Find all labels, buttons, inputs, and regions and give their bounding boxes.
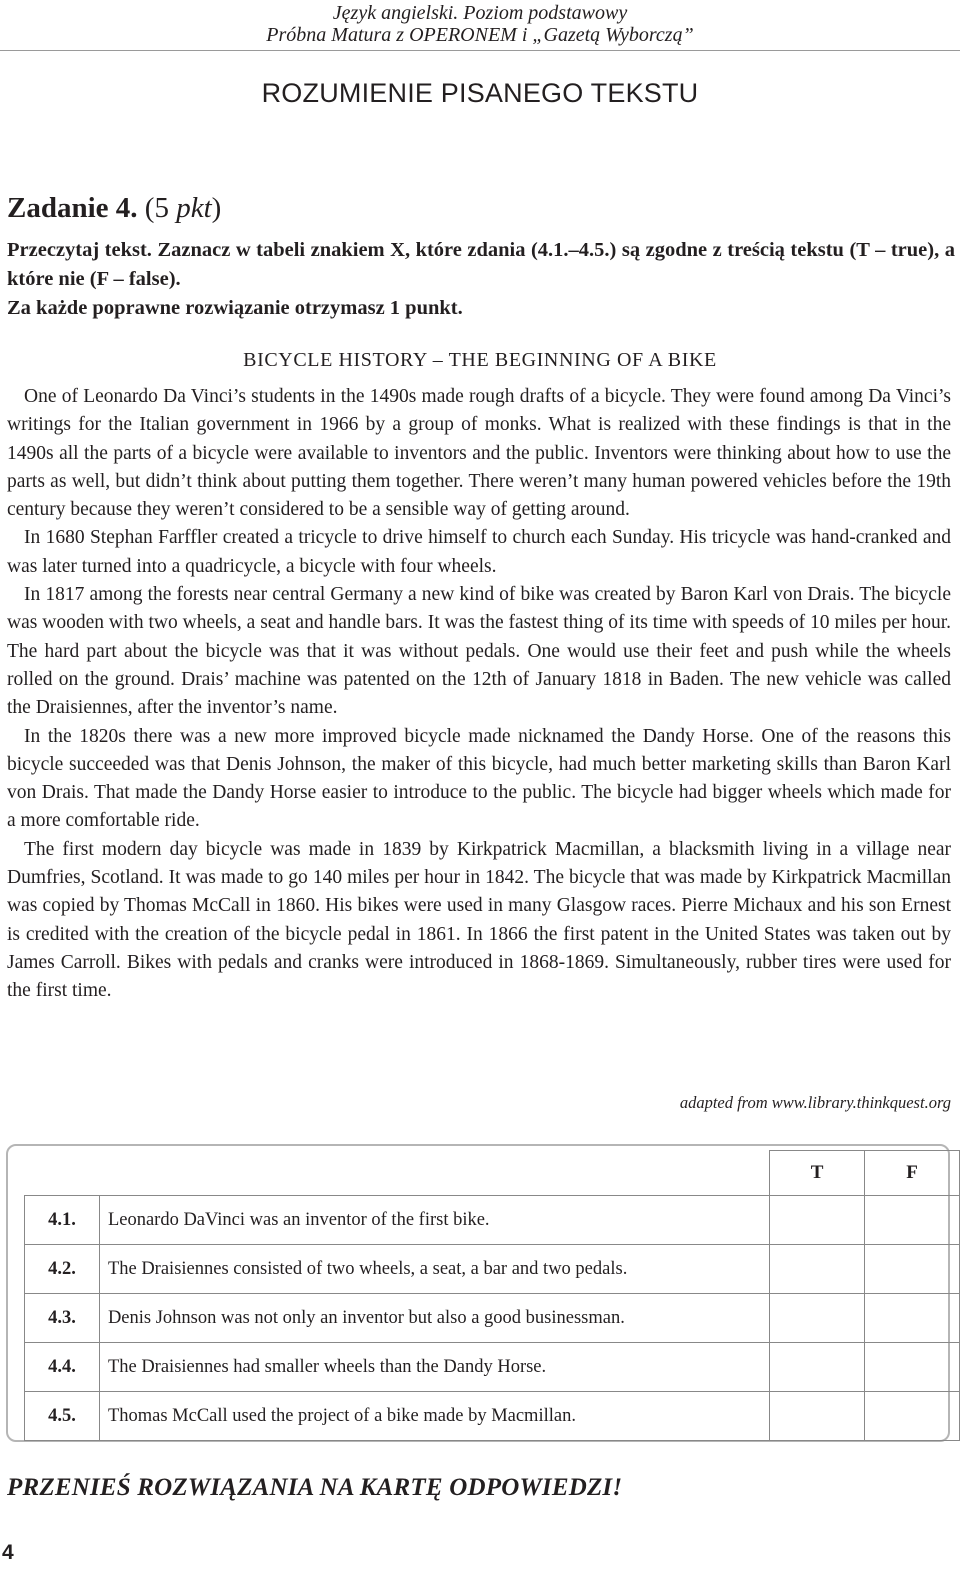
answer-false-box[interactable]	[865, 1196, 960, 1245]
article-title: BICYCLE HISTORY – THE BEGINNING OF A BIKE	[243, 349, 717, 371]
article-paragraph: The first modern day bicycle was made in 1839 by Kirkpatrick Macmillan, a blacksmith living in a village near Dumfries, Scotland. It was made to go 140 miles per hour in 1842. The bicycle that was made by Kirkpatrick Macmillan was copied by Thomas McCall in 1860. His bikes were used in many Glasgow races. Pierre Michaux and his son Ernest is credited with the creation of the bicycle pedal in 1861. In 1866 the first patent in the United States was taken out by James Carroll. Bikes with pedals and cranks were introduced in 1868-1869. Simultaneously, rubber tires were used for the first time.	[7, 838, 951, 1002]
table-row	[25, 1196, 960, 1245]
statement-text: The Draisiennes had smaller wheels than the Dandy Horse.	[99, 1343, 769, 1392]
answer-true-box[interactable]	[770, 1294, 865, 1343]
statement-number: 4.1.	[25, 1196, 100, 1245]
instruction-line: Przeczytaj tekst. Zaznacz w tabeli znakiem X, które zdania (4.1.–4.5.) są zgodne z treścią tekstu (T – true), a które nie (F – false).	[7, 239, 955, 290]
column-false-header: F	[865, 1151, 960, 1196]
table-row	[25, 1294, 960, 1343]
article-paragraph: One of Leonardo Da Vinci’s students in the 1490s made rough drafts of a bicycle. They were found among Da Vinci’s writings for the Italian government in 1966 by a group of monks. What is realized with these findings is that in the 1490s all the parts of a bicycle were available to inventors and the public. Inventors were thinking about how to use the parts as well, but didn’t think about putting them together. There weren’t many human powered vehicles before the 19th century because they weren’t considered to be a sensible way of getting around.	[7, 386, 951, 521]
statement-text: Leonardo DaVinci was an inventor of the first bike.	[99, 1196, 769, 1245]
article-body	[7, 383, 951, 1006]
page-number: 4	[2, 1541, 14, 1564]
table-row	[25, 1392, 960, 1441]
statement-number: 4.4.	[25, 1343, 100, 1392]
statement-number: 4.2.	[25, 1245, 100, 1294]
instruction-line: Za każde poprawne rozwiązanie otrzymasz 1 punkt.	[7, 297, 463, 319]
article-paragraph: In the 1820s there was a new more improved bicycle made nicknamed the Dandy Horse. One of the reasons this bicycle succeeded was that Denis Johnson, the maker of this bicycle, had much better marketing skills than Baron Karl von Drais. That made the Dandy Horse easier to introduce to the public. The bicycle had bigger wheels which made for a more comfortable ride.	[7, 725, 951, 832]
statement-text: Thomas McCall used the project of a bike made by Macmillan.	[99, 1392, 769, 1441]
statement-number: 4.3.	[25, 1294, 100, 1343]
header-subject: Język angielski. Poziom podstawowy	[332, 2, 628, 24]
table-header-row	[25, 1151, 960, 1196]
task-number: Zadanie 4.	[7, 192, 138, 224]
task-title	[7, 192, 221, 225]
answer-true-box[interactable]	[770, 1196, 865, 1245]
transfer-answers-note: PRZENIEŚ ROZWIĄZANIA NA KARTĘ ODPOWIEDZI!	[7, 1474, 623, 1501]
section-title: ROZUMIENIE PISANEGO TEKSTU	[261, 78, 699, 108]
task-points-close: )	[211, 192, 222, 224]
statement-text: The Draisiennes consisted of two wheels, a seat, a bar and two pedals.	[99, 1245, 769, 1294]
answer-false-box[interactable]	[865, 1343, 960, 1392]
table-header-blank	[25, 1151, 770, 1196]
task-points-open: (5	[137, 192, 177, 224]
header-exam-name: Próbna Matura z OPERONEM i „Gazetą Wyborczą”	[266, 24, 694, 46]
task-instructions	[7, 236, 955, 323]
article-paragraph: In 1817 among the forests near central Germany a new kind of bike was created by Baron Karl von Drais. The bicycle was wooden with two wheels, a seat and handle bars. It was the fastest thing of its time with speeds of 10 miles per hour. The hard part about the bicycle was that it was without pedals. One would use their feet and push while the wheels rolled on the ground. Drais’ machine was patented on the 12th of January 1818 in Baden. The new vehicle was called the Draisiennes, after the inventor’s name.	[7, 584, 951, 719]
answer-false-box[interactable]	[865, 1294, 960, 1343]
article-paragraph: In 1680 Stephan Farffler created a tricycle to drive himself to church each Sunday. His tricycle was hand-cranked and was later turned into a quadricycle, a bicycle with four wheels.	[7, 527, 951, 577]
answer-true-box[interactable]	[770, 1392, 865, 1441]
table-row	[25, 1245, 960, 1294]
article-source: adapted from www.library.thinkquest.org	[679, 1093, 951, 1112]
column-true-header: T	[770, 1151, 865, 1196]
table-row	[25, 1343, 960, 1392]
task-points-word: pkt	[176, 192, 212, 224]
answer-true-box[interactable]	[770, 1343, 865, 1392]
answer-true-box[interactable]	[770, 1245, 865, 1294]
page-header	[0, 0, 960, 51]
statement-number: 4.5.	[25, 1392, 100, 1441]
answer-false-box[interactable]	[865, 1392, 960, 1441]
answer-false-box[interactable]	[865, 1245, 960, 1294]
true-false-table	[24, 1150, 960, 1441]
statement-text: Denis Johnson was not only an inventor but also a good businessman.	[99, 1294, 769, 1343]
